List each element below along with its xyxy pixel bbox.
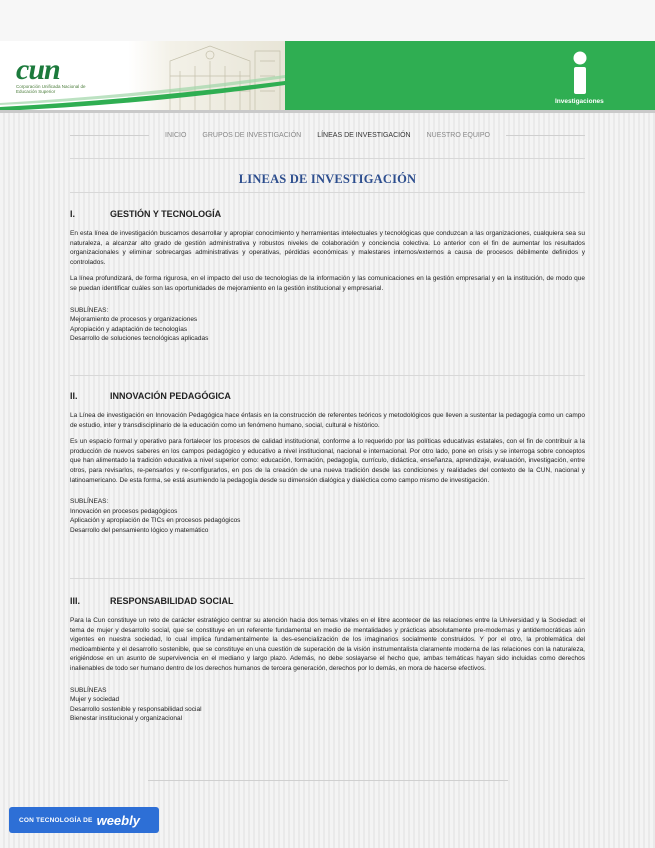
section-innovacion [70, 391, 585, 536]
subline-item: Desarrollo del pensamiento lógico y matemático [70, 526, 209, 534]
cun-logo: cun [16, 53, 60, 86]
section-number: II. [70, 391, 78, 401]
nav-inicio[interactable]: INICIO [165, 131, 187, 139]
header-top-bar [0, 0, 655, 41]
weebly-badge-prefix: CON TECNOLOGÍA DE [19, 816, 93, 824]
weebly-badge[interactable] [9, 807, 159, 833]
section-number: I. [70, 209, 76, 219]
subline-item: Innovación en procesos pedagógicos [70, 507, 178, 515]
nav-divider [70, 158, 585, 159]
subline-item: Aplicación y apropiación de TICs en procesos pedagógicos [70, 517, 241, 525]
section-heading [70, 596, 585, 606]
subline-item: Desarrollo sostenible y responsabilidad social [70, 705, 202, 713]
section-gestion [70, 209, 585, 344]
subline-item: Desarrollo de soluciones tecnológicas aplicadas [70, 335, 209, 343]
main-nav [70, 128, 585, 142]
page-title: LINEAS DE INVESTIGACIÓN [238, 172, 417, 186]
banner-shadow [0, 110, 655, 113]
subline-item: Apropiación y adaptación de tecnologías [70, 325, 188, 333]
site-header [0, 0, 655, 112]
section-divider [70, 375, 585, 376]
subline-item: Mujer y sociedad [70, 696, 120, 704]
section-title: GESTIÓN Y TECNOLOGÍA [110, 209, 222, 219]
section-title: RESPONSABILIDAD SOCIAL [110, 596, 234, 606]
investigaciones-label: Investigaciones [555, 98, 604, 105]
section-heading [70, 209, 585, 219]
nav-grupos[interactable]: GRUPOS DE INVESTIGACIÓN [202, 131, 302, 139]
nav-equipo[interactable]: NUESTRO EQUIPO [426, 131, 490, 139]
section-title: INNOVACIÓN PEDAGÓGICA [110, 391, 231, 401]
nav-line-right [506, 135, 585, 136]
section-responsabilidad [70, 596, 585, 724]
section-number: III. [70, 596, 81, 606]
sublines-label: SUBLÍNEAS [70, 686, 107, 694]
section-divider [70, 578, 585, 579]
section-paragraph: La Línea de investigación en Innovación Pedagógica hace énfasis en la construcción de referentes teóricos y metodológicos que lleven a sustentar la pedagogía como un campo de estudio, inter y transdisciplinario de la educación como un fenómeno humano, social, cultural e histórico. [70, 412, 585, 429]
footer-divider [148, 780, 508, 781]
logo-area[interactable] [0, 41, 285, 111]
title-divider [70, 192, 585, 193]
section-paragraph: En esta línea de investigación buscamos desarrollar y apropiar conocimiento y herramientas intelectuales y tecnológicas que conduzcan a las organizaciones, cualquiera sea su naturaleza, a alcanzar alto grado de gestión administrativa y robustos niveles de colaboración y conciencia colectiva. Lo anterior con el fin de aumentar los resultados organizacionales y eliminar sobrecargas administrativas y operativas, pérdidas económicas y malestares internos/externos a causa de procesos débilmente definidos y controlados. [70, 230, 585, 266]
sublines-label: SUBLÍNEAS: [70, 498, 109, 506]
nav-lineas[interactable]: LÍNEAS DE INVESTIGACIÓN [317, 131, 411, 139]
weebly-logo: weebly [96, 812, 140, 828]
sublines-label: SUBLÍNEAS: [70, 306, 109, 314]
section-paragraph: La línea profundizará, de forma rigurosa, en el impacto del uso de tecnologías de la información y las comunicaciones en la gestión empresarial y en la institución, de modo que se puedan identificar cuáles son las oportunidades de mejoramiento en la gestión institucional y empresarial. [70, 275, 585, 292]
info-icon [568, 50, 592, 96]
nav-line-left [70, 135, 149, 136]
subline-item: Bienestar institucional y organizacional [70, 715, 183, 723]
section-paragraph: Es un espacio formal y operativo para fortalecer los procesos de calidad institucional, conforme a lo requerido por las políticas educativas estatales, con el fin de contribuir a la producción de nuevos saberes en los campos pedagógico y educativo a nivel institucional, nacional e internacional. Por otro lado, pone en crisis y se interroga sobre conceptos que han alimentado la tradición educativa a nivel superior como: educación, formación, pedagogía, currículo, didáctica, enseñanza, aprendizaje, evaluación, investigación, entre otros, para revisarlos, re-pensarlos y re-configurarlos, en pos de la creación de una nueva tradición desde las condiciones y realidades del contexto de la CUN, nacional y latinoamericano. De esta forma, se está asumiendo la pedagogía desde su dimensión dialógica y dialéctica como campo mismo de investigación. [70, 438, 585, 484]
section-paragraph: Para la Cun constituye un reto de carácter estratégico centrar su atención hacia dos temas vitales en el libre acontecer de las relaciones entre la Universidad y la Sociedad: el tema de mujer y desarrollo social, que se constituye en un referente fundamental en medio de mentalidades y prácticas absolutamente pre-modernas y antidemocráticas aún vigentes en nuestra sociedad, lo cual implica fundamentalmente la des-esencialización de los imaginarios socialmente construidos. Y por el otro, la problemática del medioambiente y el desarrollo sostenible, que se constituye en una cuestión de superación de la visión instrumentalista claramente moderna de las relaciones con la naturaleza, erigiéndose en un asunto de supervivencia en el mediano y largo plazo. Además, no debe soslayarse el hecho que, ambas temáticas hayan sido incluidas como derechos inalienables de todo ser humano dentro de los derechos humanos de tercera generación, derechos por lo demás, en mora de hacerse efectivos. [70, 617, 585, 672]
subline-item: Mejoramiento de procesos y organizaciones [70, 316, 198, 324]
section-heading [70, 391, 585, 401]
logo-subtitle: Corporación Unificada Nacional de Educación Superior [16, 84, 86, 94]
